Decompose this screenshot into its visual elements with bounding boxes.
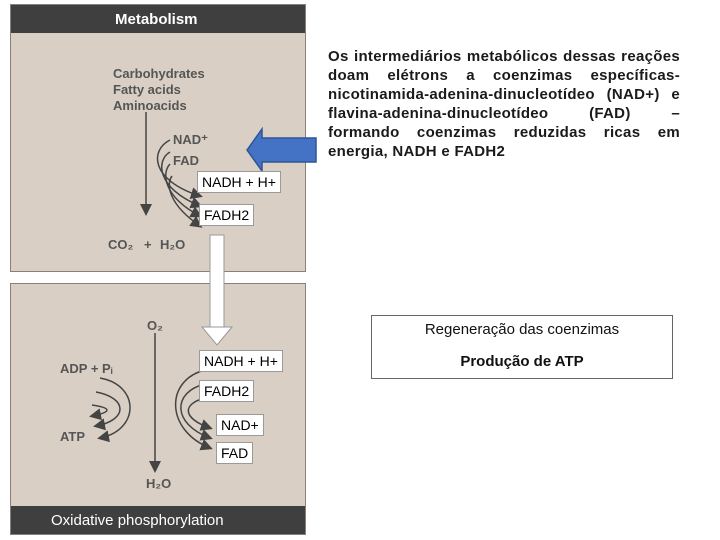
label-h2o-metabolism: H₂O (160, 237, 186, 252)
box-nad-oxphos: NAD+ (216, 414, 264, 436)
label-atp: ATP (60, 429, 86, 444)
label-o2: O₂ (147, 318, 163, 333)
box-fad-oxphos: FAD (216, 442, 253, 464)
label-co2: CO₂ (108, 237, 134, 252)
oxphos-left-curves (92, 378, 130, 438)
box-fadh2-oxphos: FADH2 (199, 380, 254, 402)
substrate-aminoacids: Aminoacids (113, 98, 187, 113)
oxphos-title: Oxidative phosphorylation (11, 506, 305, 534)
metabolism-title: Metabolism (11, 5, 305, 33)
legend-regeneration: Regeneração das coenzimas (424, 321, 620, 338)
substrate-carbohydrates: Carbohydrates (113, 66, 205, 81)
box-nadh-metabolism: NADH + H+ (197, 171, 281, 193)
legend-atp-production: Produção de ATP (460, 353, 584, 370)
box-nadh-oxphos: NADH + H+ (199, 350, 283, 372)
box-fadh2-metabolism: FADH2 (199, 204, 254, 226)
label-nad: NAD⁺ (173, 132, 209, 147)
label-h2o-oxphos: H₂O (146, 476, 172, 491)
white-down-arrow (202, 235, 232, 345)
blue-left-arrow (247, 129, 316, 171)
description-text: Os intermediários metabólicos dessas reações doam elétrons a coenzimas específicas- nicotinamida-adenina-dinucleotídeo (NAD+) e flavina-adenina-dinucleotídeo (FAD) – formando coenzimas reduzidas ricas em energia, NADH e FADH2 (328, 48, 680, 160)
label-adp-pi: ADP + Pᵢ (60, 361, 113, 376)
label-plus: + (144, 237, 152, 252)
substrate-fatty-acids: Fatty acids (113, 82, 181, 97)
legend-box (371, 315, 673, 379)
label-fad: FAD (173, 153, 199, 168)
